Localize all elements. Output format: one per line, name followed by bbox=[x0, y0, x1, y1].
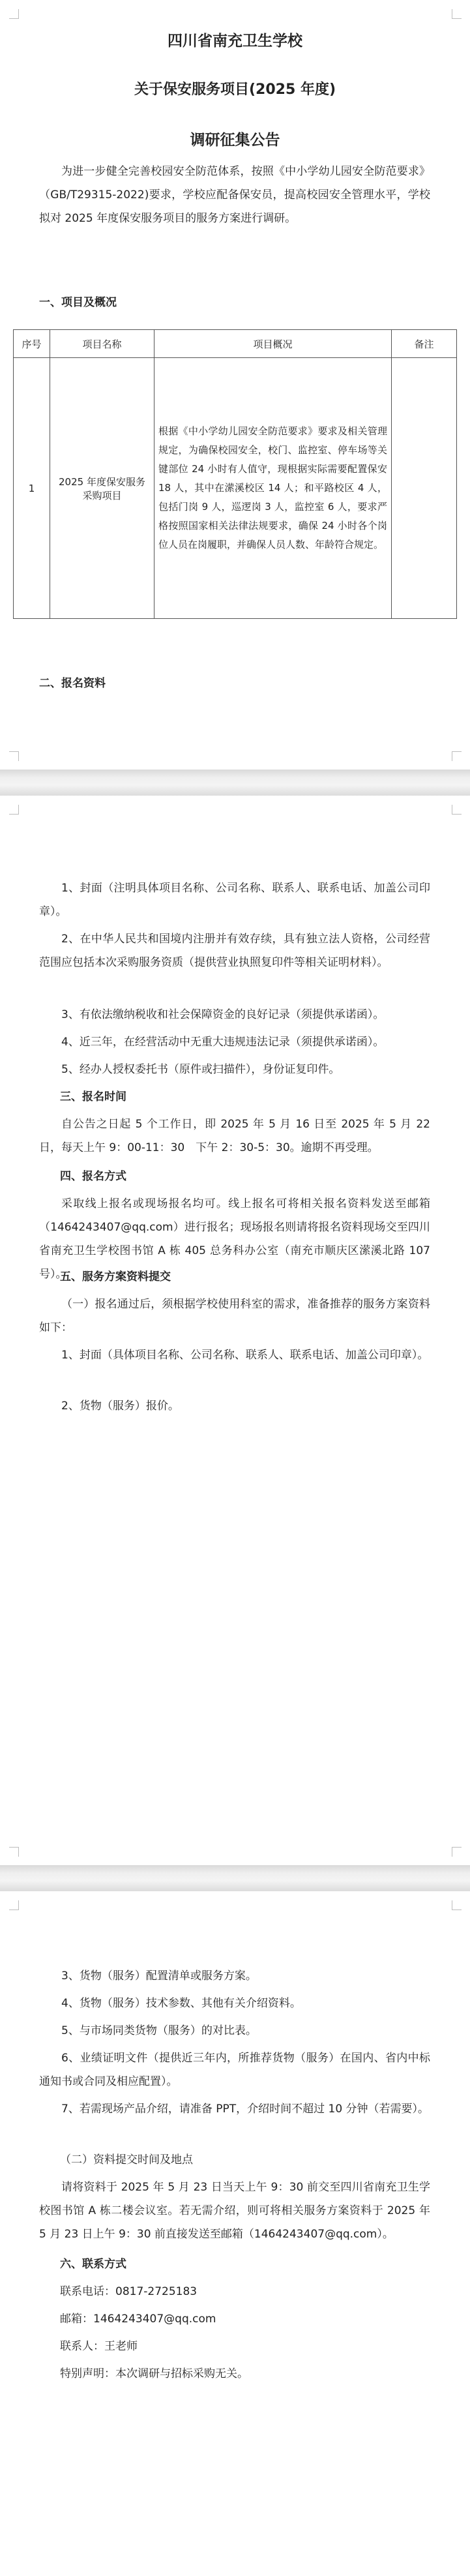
contact-phone: 联系电话：0817-2725183 bbox=[60, 2285, 198, 2298]
cell-remark bbox=[392, 358, 457, 619]
header-name: 项目名称 bbox=[50, 330, 154, 358]
plan-item-4: 4、货物（服务）技术参数、其他有关介绍资料。 bbox=[61, 1997, 301, 2010]
doc-title-project: 关于保安服务项目(2025 年度) bbox=[134, 82, 336, 98]
doc-title-notice: 调研征集公告 bbox=[190, 132, 280, 149]
page-gap bbox=[0, 770, 470, 796]
plan-item-5: 5、与市场同类货物（服务）的对比表。 bbox=[61, 2024, 257, 2037]
plan-part-1-title: （一）报名通过后，须根据学校使用科室的需求，准备推荐的服务方案资料如下： bbox=[39, 1298, 430, 1334]
crop-mark bbox=[452, 1900, 462, 1910]
submit-text: 请将资料于 2025 年 5 月 23 日当天上午 9：30 前交至四川省南充卫生学校图书馆 A 栋二楼会议室。若无需介绍，则可将相关服务方案资料于 2025 年 5 月 23 日上午 9：30 前直接发送至邮箱（1464243407@qq.com）。 bbox=[39, 2181, 430, 2241]
header-remark: 备注 bbox=[392, 330, 457, 358]
page-1 bbox=[0, 0, 470, 770]
crop-mark bbox=[452, 1847, 462, 1857]
crop-mark bbox=[452, 9, 462, 19]
table-header-row bbox=[14, 330, 457, 358]
crop-mark bbox=[452, 751, 462, 761]
plan-item-3: 3、货物（服务）配置清单或服务方案。 bbox=[61, 1969, 257, 1983]
cell-overview: 根据《中小学幼儿园安全防范要求》要求及相关管理规定，为确保校园安全，校门、监控室、停车场等关键部位 24 小时有人值守，现根据实际需要配置保安 18 人，其中在潆溪校区 14 人；和平路校区 4 人，包括门岗 9 人，巡逻岗 3 人，监控室 6 人，要求严格按照国家相关法律法规要求，确保 24 小时各个岗位人员在岗履职，并确保人员人数、年龄符合规定。 bbox=[154, 358, 392, 619]
req-item-4: 4、近三年，在经营活动中无重大违规违法记录（须提供承诺函）。 bbox=[61, 1036, 385, 1049]
page-2 bbox=[0, 796, 470, 1865]
header-no: 序号 bbox=[14, 330, 50, 358]
req-item-5: 5、经办人授权委托书（原件或扫描件），身份证复印件。 bbox=[61, 1063, 340, 1076]
plan-part-2-title: （二）资料提交时间及地点 bbox=[60, 2153, 193, 2166]
req-item-2: 2、在中华人民共和国境内注册并有效存续，具有独立法人资格，公司经营范围应包括本次采购服务资质（提供营业执照复印件等相关证明材料）。 bbox=[39, 933, 430, 969]
contact-person: 联系人：王老师 bbox=[60, 2340, 138, 2353]
crop-mark bbox=[9, 9, 19, 19]
section-1-heading: 一、项目及概况 bbox=[39, 296, 117, 309]
plan-item-2: 2、货物（服务）报价。 bbox=[61, 1400, 179, 1413]
table-row bbox=[14, 358, 457, 619]
section-2-heading: 二、报名资料 bbox=[39, 677, 106, 690]
section-6-heading: 六、联系方式 bbox=[60, 2258, 126, 2271]
crop-mark bbox=[9, 805, 19, 815]
doc-title-school: 四川省南充卫生学校 bbox=[168, 33, 302, 50]
plan-item-6: 6、业绩证明文件（提供近三年内，所推荐货物（服务）在国内、省内中标通知书或合同及相应配置）。 bbox=[39, 2052, 430, 2088]
page-3 bbox=[0, 1891, 470, 2576]
cell-name: 2025 年度保安服务采购项目 bbox=[50, 358, 154, 619]
req-item-3: 3、有依法缴纳税收和社会保障资金的良好记录（须提供承诺函）。 bbox=[61, 1008, 385, 1021]
header-overview: 项目概况 bbox=[154, 330, 392, 358]
page-gap bbox=[0, 1865, 470, 1891]
plan-item-7: 7、若需现场产品介绍，请准备 PPT，介绍时间不超过 10 分钟（若需要）。 bbox=[61, 2103, 430, 2116]
section-3-heading: 三、报名时间 bbox=[60, 1090, 126, 1103]
special-statement: 特别声明：本次调研与招标采购无关。 bbox=[60, 2367, 248, 2380]
contact-email: 邮箱：1464243407@qq.com bbox=[60, 2313, 216, 2326]
plan-item-1: 1、封面（具体项目名称、公司名称、联系人、联系电话、加盖公司印章）。 bbox=[61, 1349, 429, 1362]
cell-no: 1 bbox=[14, 358, 50, 619]
signup-time-text: 自公告之日起 5 个工作日，即 2025 年 5 月 16 日至 2025 年 5 月 22 日，每天上午 9：00-11：30 下午 2：30-5：30。逾期不再受理。 bbox=[39, 1118, 430, 1154]
section-4-heading: 四、报名方式 bbox=[60, 1170, 126, 1183]
crop-mark bbox=[9, 1900, 19, 1910]
signup-method-text: 采取线上报名或现场报名均可。线上报名可将相关报名资料发送至邮箱（1464243407@qq.com）进行报名；现场报名则请将报名资料现场交至四川省南充卫生学校图书馆 A 栋 405 总务科办公室（南充市顺庆区潆溪北路 107 号）。 bbox=[39, 1197, 430, 1281]
crop-mark bbox=[9, 1847, 19, 1857]
section-5-heading: 五、服务方案资料提交 bbox=[60, 1270, 171, 1283]
crop-mark bbox=[9, 751, 19, 761]
intro-paragraph: 为进一步健全完善校园安全防范体系，按照《中小学幼儿园安全防范要求》（GB/T29315-2022)要求，学校应配备保安员，提高校园安全管理水平，学校拟对 2025 年度保安服务项目的服务方案进行调研。 bbox=[39, 165, 430, 225]
req-item-1: 1、封面（注明具体项目名称、公司名称、联系人、联系电话、加盖公司印章）。 bbox=[39, 882, 430, 918]
crop-mark bbox=[452, 805, 462, 815]
project-table bbox=[13, 329, 457, 619]
